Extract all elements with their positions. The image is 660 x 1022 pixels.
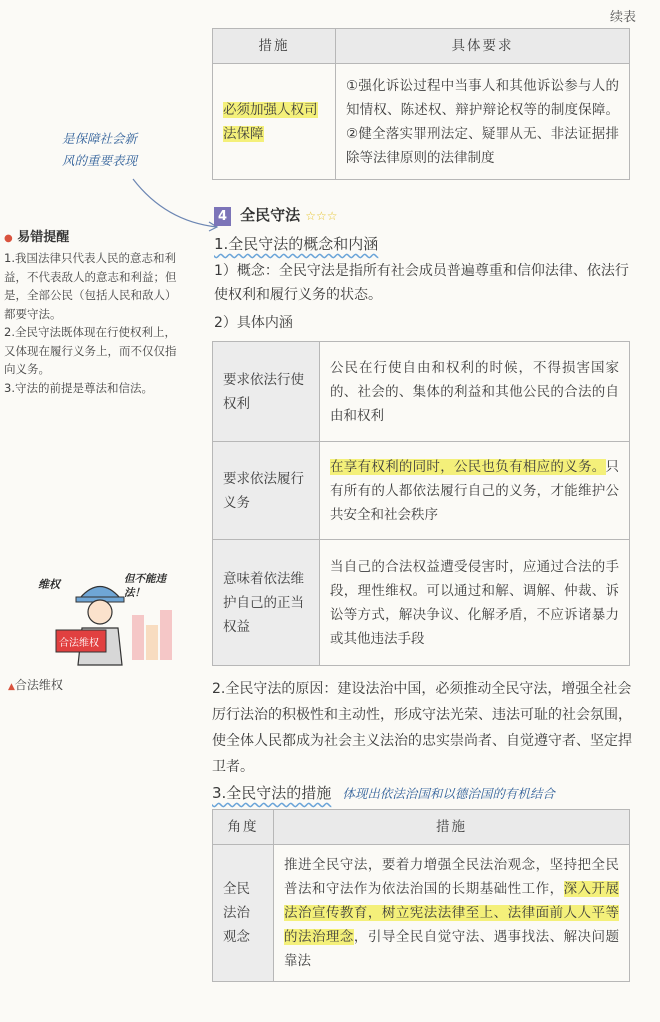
sidebar-item-1: 1.我国法律只代表人民的意志和利益，不代表敌人的意志和利益；但是，全部公民（包括人民和敌人）都要守法。 xyxy=(4,251,177,321)
concept-paragraph: 1）概念：全民守法是指所有社会成员普遍尊重和信仰法律、依法行使权利和履行义务的状态。 2）具体内涵 xyxy=(214,263,629,331)
sidebar-tips xyxy=(4,226,184,397)
star-rating-icon: ☆☆☆ xyxy=(305,209,338,223)
measures-handwritten-note: 体现出依法治国和以德治国的有机结合 xyxy=(342,786,555,801)
table1-header-requirement: 具体要求 xyxy=(336,29,630,64)
illustration-sign-text: 合法维权 xyxy=(59,638,99,649)
section-number-badge: 4 xyxy=(214,207,231,226)
illustration-caption: ▲合法维权 xyxy=(8,678,63,692)
table-judicial-guarantee xyxy=(212,28,630,180)
sidebar-item-3: 3.守法的前提是尊法和信法。 xyxy=(4,380,153,395)
table2-row3-content: 当自己的合法权益遭受侵害时，应通过合法的手段，理性维权。可以通过和解、调解、仲裁、诉讼等方式，解决争议、化解矛盾，不应诉诸暴力或其他违法手段 xyxy=(320,540,630,666)
margin-note-line2: 风的重要表现 xyxy=(62,153,138,168)
section-title: 全民守法 xyxy=(240,206,301,224)
table2-row1-content: 公民在行使自由和权利的时候，不得损害国家的、社会的、集体的利益和其他公民的合法的自由和权利 xyxy=(320,342,630,442)
tip-bullet-icon: ● xyxy=(4,233,13,244)
table3-row-label: 全民法治观念 xyxy=(213,845,274,982)
bubble-left-text: 维权 xyxy=(38,578,60,591)
table3-row-content: 推进全民守法，要着力增强全民法治观念，坚持把全民普法和守法作为依法治国的长期基础性工作，深入开展法治宣传教育，树立宪法法律至上、法律面前人人平等的法治理念，引导全民自觉守法、遇事找法、解决问题靠法 xyxy=(274,845,630,982)
table1-row-content: ①强化诉讼过程中当事人和其他诉讼参与人的知情权、陈述权、辩护辩论权等的制度保障。②健全落实罪刑法定、疑罪从无、非法证据排除等法律原则的法律制度 xyxy=(336,64,630,180)
bubble-right-text: 但不能违法！ xyxy=(124,573,166,599)
section4-heading xyxy=(214,204,337,226)
measures-title: 3.全民守法的措施 xyxy=(212,784,332,802)
table2-row3-label: 意味着依法维护自己的正当权益 xyxy=(213,540,320,666)
table-measures xyxy=(212,809,630,982)
caption-triangle-icon: ▲ xyxy=(8,682,15,692)
sidebar-title: 易错提醒 xyxy=(17,230,70,245)
concept-heading: 1.全民守法的概念和内涵 xyxy=(214,235,379,253)
table1-header-measure: 措施 xyxy=(213,29,336,64)
continued-label: 续表 xyxy=(609,10,636,25)
reason-paragraph: 2.全民守法的原因：建设法治中国，必须推动全民守法，增强全社会厉行法治的积极性和主动性，形成守法光荣、违法可耻的社会氛围，使全体人民都成为社会主义法治的忠实崇尚者、自觉遵守者、坚定捍卫者。 xyxy=(212,681,632,775)
margin-note xyxy=(62,128,137,172)
table3-header-measures: 措施 xyxy=(274,810,630,845)
sidebar-item-2: 2.全民守法既体现在行使权利上，又体现在履行义务上，而不仅仅指向义务。 xyxy=(4,325,177,376)
measures-heading xyxy=(212,782,555,803)
table2-row1-label: 要求依法行使权利 xyxy=(213,342,320,442)
table2-row2-content: 在享有权利的同时，公民也负有相应的义务。只有所有的人都依法履行自己的义务，才能维护公共安全和社会秩序 xyxy=(320,442,630,540)
table3-header-angle: 角度 xyxy=(213,810,274,845)
table1-row-label: 必须加强人权司法保障 xyxy=(223,101,318,142)
table2-row2-label: 要求依法履行义务 xyxy=(213,442,320,540)
margin-note-line1: 是保障社会新 xyxy=(62,131,138,146)
table-connotation xyxy=(212,341,630,666)
